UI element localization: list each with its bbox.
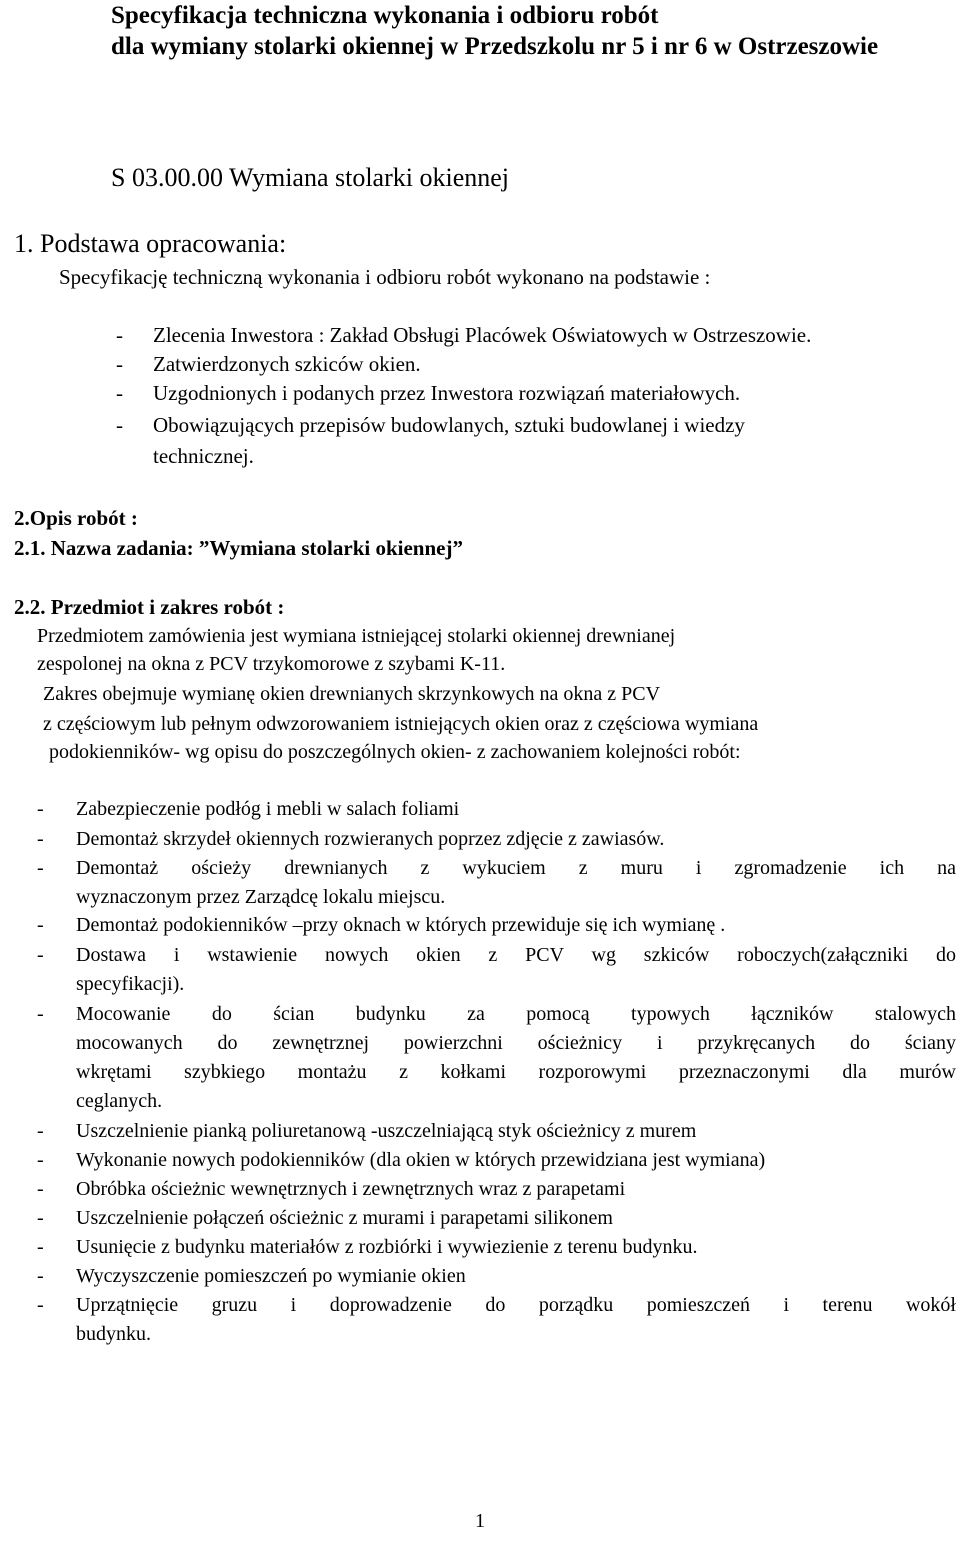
s1-bullet: - bbox=[116, 413, 123, 437]
work-bullet: - bbox=[37, 1294, 44, 1316]
work-item-line: ceglanych. bbox=[76, 1090, 163, 1112]
work-item-line: wyznaczonym przez Zarządcę lokalu miejscu. bbox=[76, 886, 446, 908]
document-title-line2: dla wymiany stolarki okiennej w Przedszkolu nr 5 i nr 6 w Ostrzeszowie bbox=[111, 33, 879, 60]
work-bullet: - bbox=[37, 1265, 44, 1287]
s1-item: Zlecenia Inwestora : Zakład Obsługi Placówek Oświatowych w Ostrzeszowie. bbox=[153, 323, 812, 347]
s2-paragraph-line: zespolonej na okna z PCV trzykomorowe z szybami K-11. bbox=[37, 653, 506, 675]
work-item-line: Demontaż skrzydeł okiennych rozwieranych poprzez zdjęcie z zawiasów. bbox=[76, 828, 665, 850]
s1-item: Obowiązujących przepisów budowlanych, sztuki budowlanej i wiedzy bbox=[153, 413, 745, 437]
work-item-line: Dostawa i wstawienie nowych okien z PCV wg szkiców roboczych(załączniki do bbox=[76, 944, 956, 966]
work-bullet: - bbox=[37, 1207, 44, 1229]
section-heading: S 03.00.00 Wymiana stolarki okiennej bbox=[111, 163, 510, 192]
s2-subheading-task-name: 2.1. Nazwa zadania: ”Wymiana stolarki okiennej” bbox=[14, 536, 463, 560]
page-number: 1 bbox=[475, 1510, 485, 1532]
s1-bullet: - bbox=[116, 352, 123, 376]
work-item-line: Wyczyszczenie pomieszczeń po wymianie okien bbox=[76, 1265, 466, 1287]
work-item-line: Mocowanie do ścian budynku za pomocą typowych łączników stalowych bbox=[76, 1003, 956, 1025]
work-item-line: Demontaż ościeży drewnianych z wykuciem z muru i zgromadzenie ich na bbox=[76, 857, 956, 879]
work-bullet: - bbox=[37, 1149, 44, 1171]
work-item-line: specyfikacji). bbox=[76, 973, 185, 995]
s1-item: Zatwierdzonych szkiców okien. bbox=[153, 352, 421, 376]
s2-paragraph-line: Zakres obejmuje wymianę okien drewnianych skrzynkowych na okna z PCV bbox=[43, 683, 661, 705]
work-item-line: Zabezpieczenie podłóg i mebli w salach foliami bbox=[76, 798, 460, 820]
s1-intro: Specyfikację techniczną wykonania i odbioru robót wykonano na podstawie : bbox=[59, 265, 711, 289]
work-bullet: - bbox=[37, 944, 44, 966]
work-bullet: - bbox=[37, 1120, 44, 1142]
work-bullet: - bbox=[37, 914, 44, 936]
work-item-line: Wykonanie nowych podokienników (dla okien w których przewidziana jest wymiana) bbox=[76, 1149, 766, 1171]
s1-item-continuation: technicznej. bbox=[153, 444, 254, 468]
s2-paragraph-line: podokienników- wg opisu do poszczególnych okien- z zachowaniem kolejności robót: bbox=[49, 741, 741, 763]
document-title-line1: Specyfikacja techniczna wykonania i odbioru robót bbox=[111, 2, 659, 29]
work-bullet: - bbox=[37, 1003, 44, 1025]
work-bullet: - bbox=[37, 857, 44, 879]
work-item-line: Uprzątnięcie gruzu i doprowadzenie do porządku pomieszczeń i terenu wokół bbox=[76, 1294, 956, 1316]
work-item-line: budynku. bbox=[76, 1323, 151, 1345]
s2-heading: 2.Opis robót : bbox=[14, 506, 138, 530]
work-item-line: mocowanych do zewnętrznej powierzchni ościeżnicy i przykręcanych do ściany bbox=[76, 1032, 956, 1054]
work-item-line: Uszczelnienie połączeń ościeżnic z murami i parapetami silikonem bbox=[76, 1207, 613, 1229]
work-bullet: - bbox=[37, 1178, 44, 1200]
work-item-line: Demontaż podokienników –przy oknach w których przewiduje się ich wymianę . bbox=[76, 914, 726, 936]
s1-bullet: - bbox=[116, 381, 123, 405]
s2-paragraph-line: z częściowym lub pełnym odwzorowaniem istniejących okien oraz z częściowa wymiana bbox=[43, 713, 759, 735]
s2-paragraph-line: Przedmiotem zamówienia jest wymiana istniejącej stolarki okiennej drewnianej bbox=[37, 625, 676, 647]
work-item-line: wkrętami szybkiego montażu z kołkami rozporowymi przeznaczonymi dla murów bbox=[76, 1061, 956, 1083]
s1-item: Uzgodnionych i podanych przez Inwestora rozwiązań materiałowych. bbox=[153, 381, 741, 405]
work-bullet: - bbox=[37, 1236, 44, 1258]
work-item-line: Obróbka ościeżnic wewnętrznych i zewnętrznych wraz z parapetami bbox=[76, 1178, 626, 1200]
work-item-line: Usunięcie z budynku materiałów z rozbiórki i wywiezienie z terenu budynku. bbox=[76, 1236, 698, 1258]
work-item-line: Uszczelnienie pianką poliuretanową -uszczelniającą styk ościeżnicy z murem bbox=[76, 1120, 697, 1142]
work-bullet: - bbox=[37, 798, 44, 820]
work-bullet: - bbox=[37, 828, 44, 850]
s2-subheading-scope: 2.2. Przedmiot i zakres robót : bbox=[14, 595, 285, 619]
s1-heading: 1. Podstawa opracowania: bbox=[14, 229, 287, 258]
s1-bullet: - bbox=[116, 323, 123, 347]
